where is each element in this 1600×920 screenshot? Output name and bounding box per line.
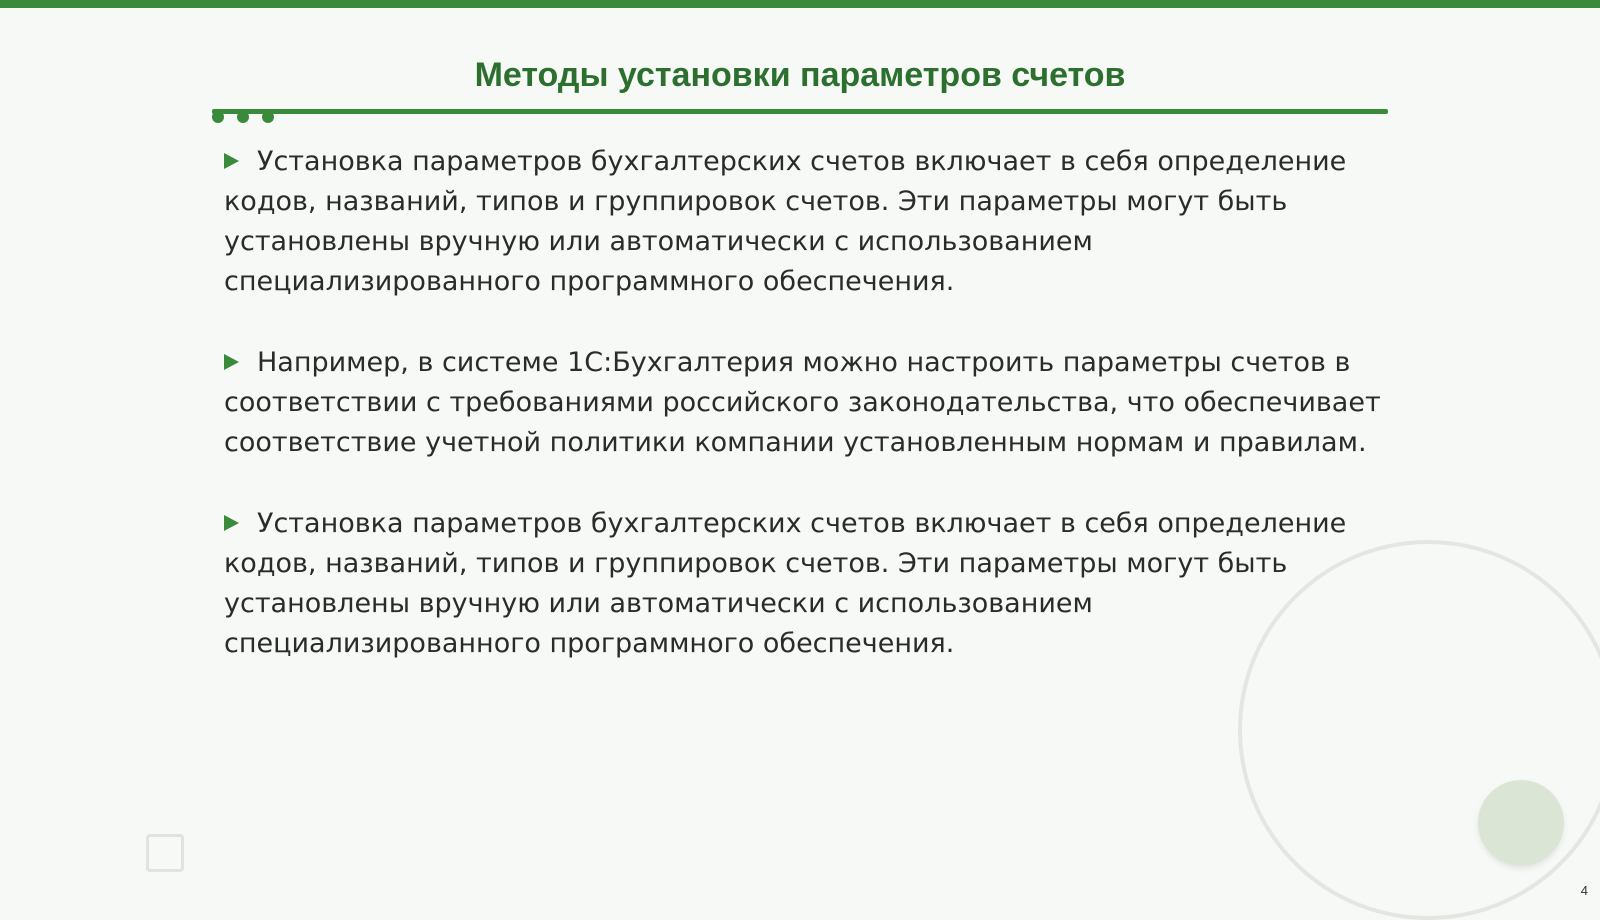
- decorative-dot: [237, 111, 249, 123]
- page-number: 4: [1580, 883, 1588, 898]
- top-accent-stripe: [0, 0, 1600, 8]
- decorative-dot: [262, 111, 274, 123]
- bullet-list: [224, 142, 1384, 705]
- decorative-circle: [1478, 780, 1564, 866]
- triangle-right-icon: [224, 515, 239, 531]
- triangle-right-icon: [224, 354, 239, 370]
- slide-title: Методы установки параметров счетов: [474, 56, 1126, 94]
- decorative-ring: [1238, 540, 1600, 920]
- bullet-text: Например, в системе 1С:Бухгалтерия можно настроить параметры счетов в соответствии с требованиями российского законодательства, что обеспечивает соответствие учетной политики компании установленным нормам и правилам.: [224, 347, 1381, 458]
- triangle-right-icon: [224, 153, 239, 169]
- bullet-item: [224, 504, 1384, 664]
- bullet-text: Установка параметров бухгалтерских счетов включает в себя определение кодов, названий, типов и группировок счетов. Эти параметры могут быть установлены вручную или автоматически с использованием специализированного программного обеспечения.: [224, 146, 1347, 297]
- title-underline-dots: [212, 111, 282, 125]
- bullet-item: [224, 343, 1384, 463]
- decorative-dot: [212, 111, 224, 123]
- decorative-square: [146, 834, 184, 872]
- bullet-text: Установка параметров бухгалтерских счетов включает в себя определение кодов, названий, типов и группировок счетов. Эти параметры могут быть установлены вручную или автоматически с использованием специализированного программного обеспечения.: [224, 508, 1347, 659]
- bullet-item: [224, 142, 1384, 302]
- title-underline: [212, 109, 1388, 114]
